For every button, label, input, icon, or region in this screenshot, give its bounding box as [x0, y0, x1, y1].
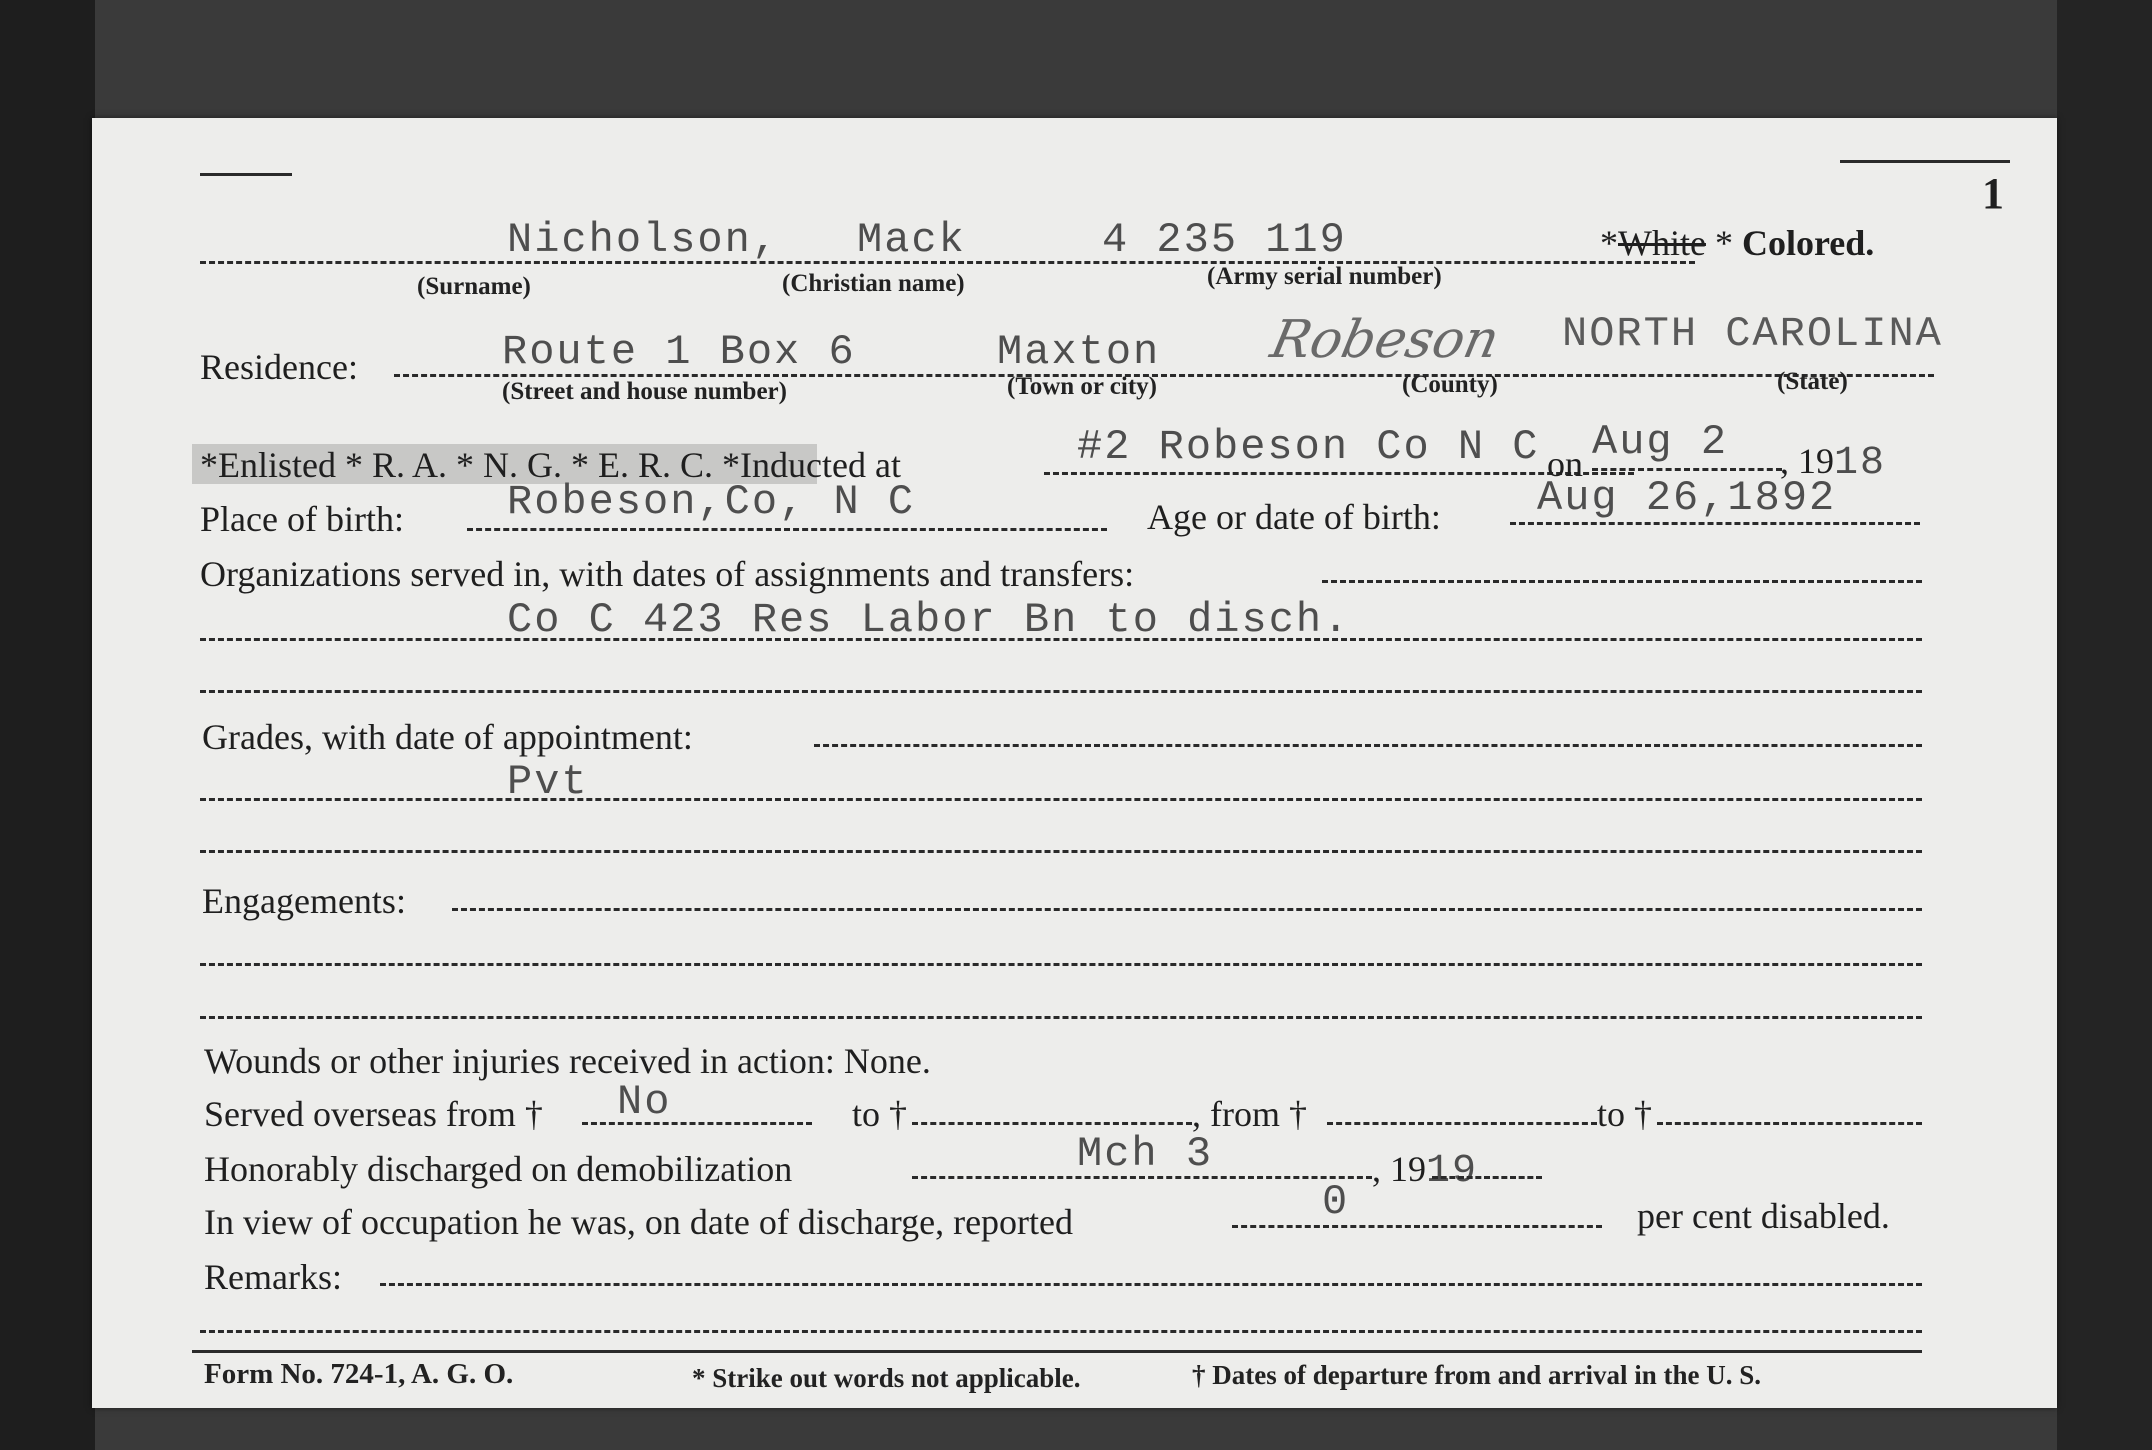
christian-name-value: Mack: [857, 216, 966, 264]
inducted-place-value: #2 Robeson Co N C: [1077, 423, 1540, 471]
race-asterisk: *: [1600, 223, 1618, 263]
overseas-from2-label: , from †: [1192, 1094, 1307, 1134]
inducted-date-line: [1592, 468, 1782, 471]
town-caption: (Town or city): [1007, 373, 1157, 400]
serial-number-caption: (Army serial number): [1207, 263, 1442, 290]
card-number: 1: [1982, 169, 2004, 218]
disability-value: 0: [1322, 1178, 1350, 1226]
service-record-card: [92, 118, 2057, 1408]
place-of-birth-label: Place of birth:: [200, 499, 404, 539]
disability-suffix: per cent disabled.: [1637, 1196, 1890, 1236]
remarks-line-2: [200, 1330, 1922, 1333]
wounds-field: [204, 1040, 931, 1082]
grades-label: Grades, with date of appointment:: [202, 717, 693, 757]
organizations-line-3: [200, 690, 1922, 693]
birth-date-value: Aug 26,1892: [1537, 474, 1837, 522]
grades-line-1: [814, 744, 1922, 747]
race-white-struck: White: [1618, 223, 1706, 263]
town-value: Maxton: [997, 328, 1161, 376]
overseas-from-line: [582, 1122, 812, 1125]
disability-label: In view of occupation he was, on date of discharge, reported: [204, 1202, 1074, 1242]
wounds-label: Wounds or other injuries received in action:: [204, 1041, 835, 1081]
christian-name-caption: (Christian name): [782, 270, 965, 297]
engagements-line-2: [200, 963, 1922, 966]
name-line: [200, 261, 1695, 264]
birth-date-line: [1510, 522, 1920, 525]
overseas-to-line: [912, 1122, 1192, 1125]
on-label: on: [1547, 444, 1583, 484]
form-number: Form No. 724-1, A. G. O.: [204, 1358, 514, 1390]
enlisted-label: *Enlisted * R. A. * N. G. * E. R. C. *Inducted at: [200, 445, 901, 485]
engagements-label: Engagements:: [202, 881, 406, 921]
disability-line: [1232, 1225, 1602, 1228]
organizations-line-1: [1322, 580, 1922, 583]
dates-note: † Dates of departure from and arrival in the U. S.: [1192, 1360, 1761, 1390]
organizations-label: Organizations served in, with dates of assignments and transfers:: [200, 554, 1135, 594]
engagements-line-1: [452, 908, 1922, 911]
discharge-year-suffix: 19: [1426, 1149, 1479, 1194]
remarks-line-1: [380, 1283, 1922, 1286]
overseas-to2-label: to †: [1597, 1094, 1653, 1134]
residence-line: [394, 374, 1934, 377]
inducted-year-prefix: , 19: [1780, 441, 1834, 481]
engagements-line-3: [200, 1016, 1922, 1019]
overseas-from-value: No: [617, 1078, 672, 1126]
discharge-date-value: Mch 3: [1077, 1130, 1214, 1178]
scan-border-right: [2057, 0, 2152, 1450]
strike-note: * Strike out words not applicable.: [692, 1363, 1081, 1393]
remarks-label: Remarks:: [204, 1257, 342, 1297]
discharge-year: [1372, 1148, 1478, 1194]
residence-label: Residence:: [200, 347, 358, 387]
state-caption: (State): [1777, 368, 1848, 395]
top-right-rule: [1840, 160, 2010, 163]
inducted-date-value: Aug 2: [1592, 418, 1729, 466]
scan-border-left: [0, 0, 95, 1450]
place-of-birth-line: [467, 528, 1107, 531]
grades-line-3: [200, 850, 1922, 853]
discharge-year-line: [1432, 1176, 1542, 1179]
overseas-to2-line: [1657, 1122, 1922, 1125]
overseas-to-label: to †: [852, 1094, 908, 1134]
discharge-year-prefix: , 19: [1372, 1149, 1426, 1189]
street-value: Route 1 Box 6: [502, 328, 856, 376]
overseas-label: Served overseas from †: [204, 1094, 543, 1134]
race-asterisk-2: *: [1705, 223, 1733, 263]
grades-line-2: [200, 798, 1922, 801]
organizations-value: Co C 423 Res Labor Bn to disch.: [507, 596, 1351, 644]
race-field: [1600, 222, 1874, 264]
race-colored: Colored.: [1732, 223, 1875, 263]
discharge-date-line: [912, 1176, 1372, 1179]
state-value: NORTH CAROLINA: [1562, 310, 1943, 358]
street-caption: (Street and house number): [502, 378, 787, 405]
surname-caption: (Surname): [417, 273, 531, 300]
organizations-line-2: [200, 638, 1922, 641]
overseas-from2-line: [1327, 1122, 1597, 1125]
county-value: Robeson: [1265, 310, 1505, 370]
footer-rule: [192, 1350, 1922, 1353]
grades-value: Pvt: [507, 758, 589, 806]
age-label: Age or date of birth:: [1147, 497, 1441, 537]
surname-value: Nicholson,: [507, 216, 780, 264]
serial-number-value: 4 235 119: [1102, 216, 1347, 264]
county-caption: (County): [1402, 371, 1498, 398]
inducted-year-suffix: 18: [1834, 441, 1887, 486]
wounds-value: None.: [843, 1041, 931, 1081]
place-of-birth-value: Robeson,Co, N C: [507, 478, 916, 526]
discharge-label: Honorably discharged on demobilization: [204, 1149, 793, 1189]
top-left-rule: [200, 173, 292, 176]
